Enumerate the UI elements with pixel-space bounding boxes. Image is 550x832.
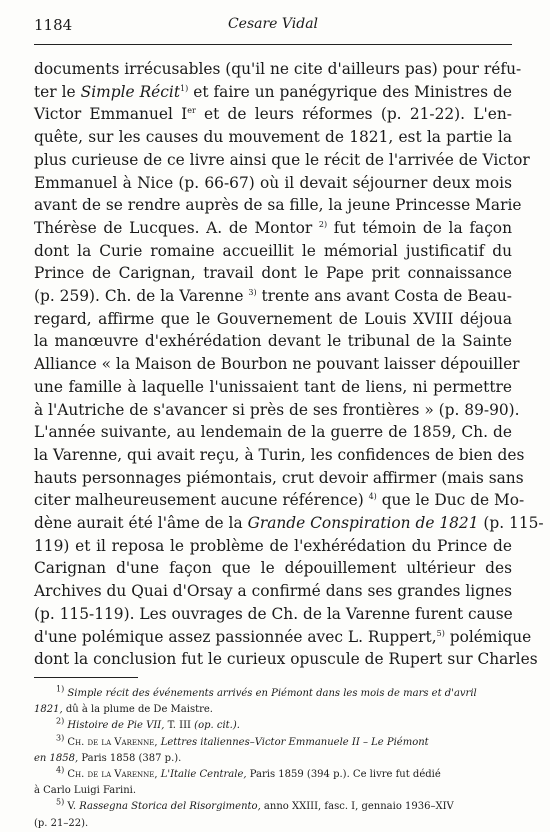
footnote-marker: 1) xyxy=(180,83,189,93)
body-line: L'année suivante, au lendemain de la guerre de 1859, Ch. de xyxy=(34,423,512,442)
italic-text: L'Italie Centrale, xyxy=(160,769,247,781)
body-line: Victor Emmanuel Ier et de leurs réformes (p. 21-22). L'en- xyxy=(34,105,512,124)
body-line: dont la conclusion fut le curieux opuscule de Rupert sur Charles xyxy=(34,650,538,669)
body-line: quête, sur les causes du mouvement de 1821, est la partie la xyxy=(34,128,512,147)
footnote-marker: 3) xyxy=(56,733,65,743)
body-text xyxy=(34,58,544,671)
page-header xyxy=(34,16,512,40)
body-line: 119) et il reposa le problème de l'exhérédation du Prince de xyxy=(34,536,512,555)
body-line: documents irrécusables (qu'il ne cite d'ailleurs pas) pour réfu- xyxy=(34,60,522,78)
page-number: 1184 xyxy=(34,16,73,34)
footnote-marker: 5) xyxy=(56,798,65,808)
footnote-line: 1821, dû à la plume de De Maistre. xyxy=(34,704,213,716)
footnote-marker: er xyxy=(187,106,196,116)
footnote-line: en 1858, Paris 1858 (387 p.). xyxy=(34,752,182,764)
footnotes xyxy=(34,686,512,832)
footnote-marker: 3) xyxy=(248,287,257,297)
footnote-line: (p. 21–22). xyxy=(34,817,89,829)
body-line: hauts personnages piémontais, crut devoir affirmer (mais sans xyxy=(34,468,524,487)
footnote-line: $^{5)}$ V. Rassegna Storica del Risorgimento, anno XXIII, fasc. I, gennaio 1936–XIV xyxy=(56,798,454,813)
body-line: dène aurait été l'âme de la Grande Conspiration de 1821 (p. 115- xyxy=(34,514,544,533)
body-line: (p. 259). Ch. de la Varenne $^{3)}$ trente ans avant Costa de Beau- xyxy=(34,287,512,306)
body-line: à l'Autriche de s'avancer si près de ses frontières » (p. 89-90). xyxy=(34,400,520,419)
body-line: Alliance « la Maison de Bourbon ne pouvant laisser dépouiller xyxy=(34,355,520,374)
italic-text: Grande Conspiration de 1821 xyxy=(247,514,479,533)
body-line: Prince de Carignan, travail dont le Pape prit connaissance xyxy=(34,264,512,283)
footnote-line: $^{2)}$ Histoire de Pie VII, T. III (op. cit.). xyxy=(56,717,240,732)
body-line: citer malheureusement aucune référence) $^{4)}$ que le Duc de Mo- xyxy=(34,491,525,510)
header-rule xyxy=(34,44,512,45)
body-line: Carignan d'une façon que le dépouillement ultérieur des xyxy=(34,559,512,578)
body-line: la Varenne, qui avait reçu, à Turin, les confidences de bien des xyxy=(34,445,525,464)
footnote-rule xyxy=(34,677,138,678)
body-line: la manœuvre d'exhérédation devant le tribunal de la Sainte xyxy=(34,332,512,351)
footnote-marker: 1) xyxy=(56,684,65,694)
italic-text: Simple Récit xyxy=(80,82,181,101)
footnote-marker: 4) xyxy=(368,492,377,502)
body-line: Thérèse de Lucques. A. de Montor $^{2)}$ fut témoin de la façon xyxy=(34,218,512,237)
body-line: dont la Curie romaine accueillit le mémorial justificatif du xyxy=(34,241,512,260)
body-line: ter le Simple Récit$^{1)}$ et faire un panégyrique des Ministres de xyxy=(34,82,513,101)
body-line: regard, affirme que le Gouvernement de Louis XVIII déjoua xyxy=(34,309,512,328)
footnote-marker: 4) xyxy=(56,765,65,775)
italic-text: (op. cit.). xyxy=(194,720,240,732)
body-line: Emmanuel à Nice (p. 66-67) où il devait séjourner deux mois xyxy=(34,173,512,192)
running-head: Cesare Vidal xyxy=(227,16,319,32)
footnote-line: $^{3)}$ Ch. de la Varenne, Lettres italiennes–Victor Emmanuele II – Le Piémont xyxy=(56,733,429,748)
italic-text: Simple récit des événements arrivés en Piémont dans les mois de mars et d'avril xyxy=(67,688,477,699)
footnote-marker: 5) xyxy=(436,628,445,638)
small-caps-text: Ch. de la Varenne xyxy=(67,736,155,748)
italic-text: en 1858, xyxy=(34,752,79,764)
body-line: Archives du Quai d'Orsay a confirmé dans ses grandes lignes xyxy=(34,582,512,601)
italic-text: 1821, xyxy=(34,704,63,716)
footnote-line: $^{4)}$ Ch. de la Varenne, L'Italie Centrale, Paris 1859 (394 p.). Ce livre fut dédié xyxy=(56,765,441,781)
italic-text: Rassegna Storica del Risorgimento, xyxy=(79,801,261,813)
body-line: plus curieuse de ce livre ainsi que le récit de l'arrivée de Victor xyxy=(34,150,530,169)
footnote-line: à Carlo Luigi Farini. xyxy=(34,785,137,797)
body-line: d'une polémique assez passionnée avec L. Ruppert,$^{5)}$ polémique xyxy=(34,627,532,646)
small-caps-text: Ch. de la Varenne xyxy=(67,769,155,781)
body-line: avant de se rendre auprès de sa fille, la jeune Princesse Marie xyxy=(34,196,522,215)
body-line: (p. 115-119). Les ouvrages de Ch. de la Varenne furent cause xyxy=(34,604,513,623)
body-line: une famille à laquelle l'unissaient tant de liens, ni permettre xyxy=(34,377,512,396)
italic-text: Histoire de Pie VII, xyxy=(67,720,165,732)
italic-text: Lettres italiennes–Victor Emmanuele II – Le Piémont xyxy=(160,736,429,748)
footnote-marker: 2) xyxy=(318,219,328,229)
footnote-line xyxy=(34,686,512,702)
footnote-marker: 2) xyxy=(56,717,65,727)
